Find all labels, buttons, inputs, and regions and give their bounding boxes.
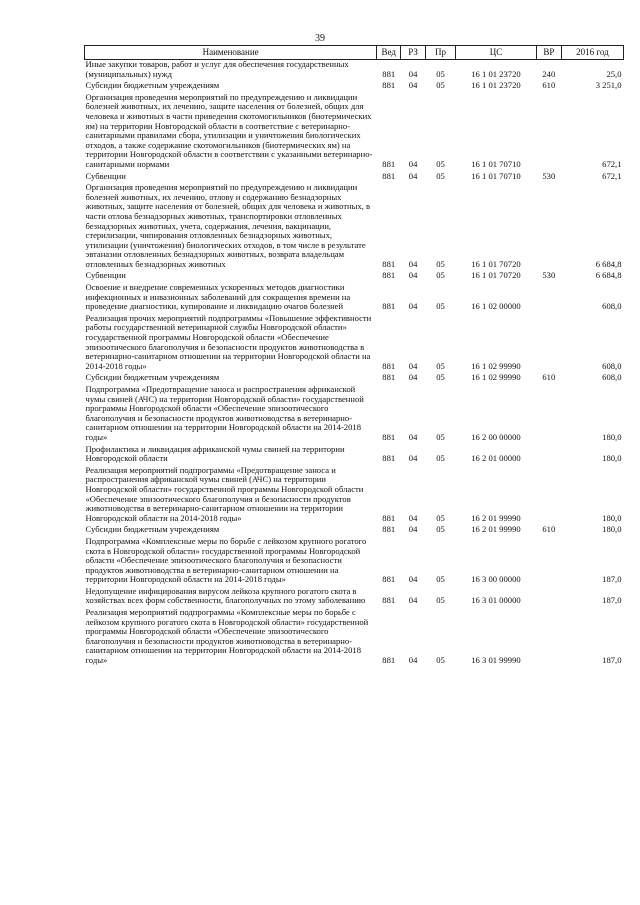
column-header-year: 2016 год — [561, 46, 623, 60]
cell-amount: 187,0 — [602, 595, 622, 606]
cell-amount: 6 684,8 — [595, 270, 622, 281]
cell-cs: 16 2 01 99990 — [471, 524, 521, 535]
table-row — [85, 312, 624, 372]
cell-pr: 05 — [436, 574, 445, 585]
cell-pr: 05 — [436, 360, 445, 371]
cell-rz: 04 — [408, 68, 418, 79]
cell-vr — [536, 312, 561, 372]
cell-rz: 04 — [408, 258, 418, 269]
cell-amount: 180,0 — [602, 524, 622, 535]
table-row — [85, 371, 624, 383]
cell-pr: 05 — [436, 595, 445, 606]
cell-name: Освоение и внедрение современных ускоренных методов диагностики инфекционных и инвазионных заболеваний для сокращения времени на проведение диагностики, купирование и ликвидацию очагов болезней — [85, 282, 351, 312]
table-row — [85, 281, 624, 312]
table-header-row — [85, 46, 624, 60]
cell-vr: 530 — [542, 270, 556, 281]
cell-vr — [536, 91, 561, 170]
cell-cs: 16 1 01 70710 — [471, 158, 521, 169]
cell-ved: 881 — [382, 574, 396, 585]
cell-vr — [536, 443, 561, 464]
cell-vr: 240 — [542, 68, 556, 79]
cell-pr: 05 — [436, 258, 445, 269]
cell-name: Субсидии бюджетным учреждениям — [85, 80, 220, 91]
cell-pr: 05 — [436, 512, 445, 523]
cell-amount: 187,0 — [602, 655, 622, 666]
cell-pr: 05 — [436, 158, 445, 169]
cell-amount: 672,1 — [602, 158, 622, 169]
cell-rz: 04 — [408, 574, 418, 585]
cell-vr — [536, 535, 561, 585]
cell-name: Организация проведения мероприятий по предупреждению и ликвидации болезней животных, их лечению, защите населения от болезней, общих для человека и животных в части приведения скотомогильников (биотермических ям) на территории Новгородской области в соответствие с ветеринарно-санитарными правилами сбора, утилизации и уничтожения биологических отходов, а также содержание скотомогильников (биотермических ям) на территории Новгородской области в соответствии с указанными ветеринарно-санитарными нормами — [85, 91, 373, 169]
cell-pr: 05 — [436, 524, 445, 535]
cell-cs: 16 2 00 00000 — [471, 431, 521, 442]
table-body — [85, 60, 624, 666]
cell-amount: 608,0 — [602, 301, 622, 312]
cell-ved: 881 — [382, 512, 396, 523]
cell-rz: 04 — [408, 170, 418, 181]
cell-amount: 180,0 — [602, 431, 622, 442]
cell-cs: 16 3 01 00000 — [471, 595, 521, 606]
cell-name: Реализация мероприятий подпрограммы «Комплексные меры по борьбе с лейкозом крупного рогатого скота в Новгородской области» государственной программы Новгородской области «Обеспечение эпизоотического благополучия и безопасности продуктов животноводства в ветеринарно-санитарном отношении на территории Новгородской области на 2014-2018 годы» — [85, 607, 369, 666]
column-header-vr: ВР — [536, 46, 561, 60]
cell-amount: 187,0 — [602, 574, 622, 585]
cell-pr: 05 — [436, 453, 445, 464]
cell-ved: 881 — [382, 170, 396, 181]
cell-name: Подпрограмма «Предотвращение заноса и распространения африканской чумы свиней (АЧС) на территории Новгородской области» государственной программы Новгородской области «Обеспечение эпизоотического благополучия и безопасности продуктов животноводства в ветеринарно-санитарном отношении на территории Новгородской области на 2014-2018 годы» — [85, 384, 364, 442]
cell-ved: 881 — [382, 80, 396, 91]
cell-rz: 04 — [408, 158, 418, 169]
table-row — [85, 60, 624, 80]
cell-name: Реализация прочих мероприятий подпрограммы «Повышение эффективности работы государственной ветеринарной службы Новгородской области» государственной программы Новгородской области «Обеспечение эпизоотического благополучия и безопасности продуктов животноводства в ветеринарно-санитарном отношении на территории Новгородской области на 2014-2018 годы» — [85, 312, 372, 371]
budget-table — [84, 45, 624, 666]
cell-pr: 05 — [436, 301, 445, 312]
cell-name: Субвенции — [85, 170, 126, 181]
cell-cs: 16 2 01 99990 — [471, 512, 521, 523]
cell-vr — [536, 464, 561, 524]
table-row — [85, 464, 624, 524]
cell-pr: 05 — [436, 655, 445, 666]
cell-amount: 608,0 — [602, 360, 622, 371]
cell-rz: 04 — [408, 655, 418, 666]
cell-amount: 3 251,0 — [595, 80, 622, 91]
cell-name: Организация проведения мероприятий по предупреждению и ликвидации болезней животных, их лечению, отлову и содержанию безнадзорных животных, защите населения от болезней, общих для человека и животных, в части отлова безнадзорных животных, транспортировки отловленных безнадзорных животных, учета, содержания, лечения, вакцинации, стерилизации, чипирования отловленных безнадзорных животных, утилизации (уничтожения) биологических отходов, в том числе в результате эвтаназии отловленных безнадзорных животных, возврата владельцам отловленных безнадзорных животных — [85, 182, 371, 269]
cell-vr: 610 — [542, 80, 556, 91]
cell-cs: 16 1 01 70720 — [471, 270, 521, 281]
column-header-rz: РЗ — [401, 46, 426, 60]
cell-vr — [536, 281, 561, 312]
cell-rz: 04 — [408, 524, 418, 535]
cell-rz: 04 — [408, 360, 418, 371]
column-header-ved: Вед — [377, 46, 401, 60]
table-row — [85, 535, 624, 585]
cell-rz: 04 — [408, 595, 418, 606]
cell-ved: 881 — [382, 524, 396, 535]
cell-cs: 16 1 01 23720 — [471, 68, 521, 79]
cell-amount: 6 684,8 — [595, 258, 622, 269]
cell-name: Субсидии бюджетным учреждениям — [85, 372, 220, 383]
cell-rz: 04 — [408, 372, 418, 383]
cell-vr — [536, 585, 561, 606]
cell-name: Реализация мероприятий подпрограммы «Предотвращение заноса и распространения африканской чумы свиней (АЧС) на территории Новгородской области» государственной программы Новгородской области «Обеспечение эпизоотического благополучия и безопасности продуктов животноводства в ветеринарно-санитарном отношении на территории Новгородской области на 2014-2018 годы» — [85, 464, 364, 523]
cell-amount: 25,0 — [606, 68, 622, 79]
table-row — [85, 269, 624, 281]
cell-pr: 05 — [436, 68, 445, 79]
table-row — [85, 79, 624, 91]
cell-vr — [536, 181, 561, 269]
cell-amount: 180,0 — [602, 512, 622, 523]
cell-cs: 16 1 02 00000 — [471, 301, 521, 312]
cell-vr: 610 — [542, 524, 556, 535]
cell-cs: 16 1 01 70720 — [471, 258, 521, 269]
cell-pr: 05 — [436, 372, 445, 383]
cell-ved: 881 — [382, 158, 396, 169]
column-header-pr: Пр — [426, 46, 456, 60]
cell-vr: 610 — [542, 372, 556, 383]
cell-name: Субсидии бюджетным учреждениям — [85, 524, 220, 535]
cell-vr — [536, 606, 561, 666]
cell-cs: 16 1 01 70710 — [471, 170, 521, 181]
column-header-cs: ЦС — [456, 46, 537, 60]
table-row — [85, 606, 624, 666]
table-row — [85, 170, 624, 182]
cell-ved: 881 — [382, 372, 396, 383]
cell-cs: 16 1 02 99990 — [471, 360, 521, 371]
cell-rz: 04 — [408, 453, 418, 464]
cell-cs: 16 2 01 00000 — [471, 453, 521, 464]
table-row — [85, 181, 624, 269]
cell-cs: 16 1 02 99990 — [471, 372, 521, 383]
table-row — [85, 443, 624, 464]
table-row — [85, 585, 624, 606]
cell-cs: 16 1 01 23720 — [471, 80, 521, 91]
cell-ved: 881 — [382, 301, 396, 312]
page-number: 39 — [315, 33, 325, 44]
cell-name: Недопущение инфицирования вирусом лейкоза крупного рогатого скота в хозяйствах всех форм собственности, благополучных по этому заболеванию — [85, 585, 366, 606]
cell-ved: 881 — [382, 270, 396, 281]
cell-rz: 04 — [408, 431, 418, 442]
table-row — [85, 383, 624, 443]
cell-ved: 881 — [382, 655, 396, 666]
table-row — [85, 523, 624, 535]
cell-amount: 608,0 — [602, 372, 622, 383]
cell-rz: 04 — [408, 270, 418, 281]
cell-rz: 04 — [408, 301, 418, 312]
cell-name: Подпрограмма «Комплексные меры по борьбе с лейкозом крупного рогатого скота в Новгородской области» государственной программы Новгородской области «Обеспечение эпизоотического благополучия и безопасности продуктов животноводства в ветеринарно-санитарном отношении на территории Новгородской области на 2014-2018 годы» — [85, 535, 367, 585]
cell-ved: 881 — [382, 360, 396, 371]
cell-pr: 05 — [436, 431, 445, 442]
cell-rz: 04 — [408, 512, 418, 523]
cell-cs: 16 3 00 00000 — [471, 574, 521, 585]
column-header-name: Наименование — [85, 46, 377, 60]
cell-amount: 180,0 — [602, 453, 622, 464]
cell-pr: 05 — [436, 170, 445, 181]
cell-pr: 05 — [436, 270, 445, 281]
cell-name: Профилактика и ликвидация африканской чумы свиней на территории Новгородской области — [85, 443, 345, 464]
cell-pr: 05 — [436, 80, 445, 91]
cell-name: Иные закупки товаров, работ и услуг для обеспечения государственных (муниципальных) нужд — [85, 59, 349, 79]
cell-ved: 881 — [382, 431, 396, 442]
cell-vr — [536, 383, 561, 443]
cell-ved: 881 — [382, 258, 396, 269]
table-row — [85, 91, 624, 170]
cell-ved: 881 — [382, 68, 396, 79]
cell-ved: 881 — [382, 453, 396, 464]
cell-name: Субвенции — [85, 270, 126, 281]
cell-amount: 672,1 — [602, 170, 622, 181]
cell-ved: 881 — [382, 595, 396, 606]
cell-vr: 530 — [542, 170, 556, 181]
cell-cs: 16 3 01 99990 — [471, 655, 521, 666]
cell-rz: 04 — [408, 80, 418, 91]
